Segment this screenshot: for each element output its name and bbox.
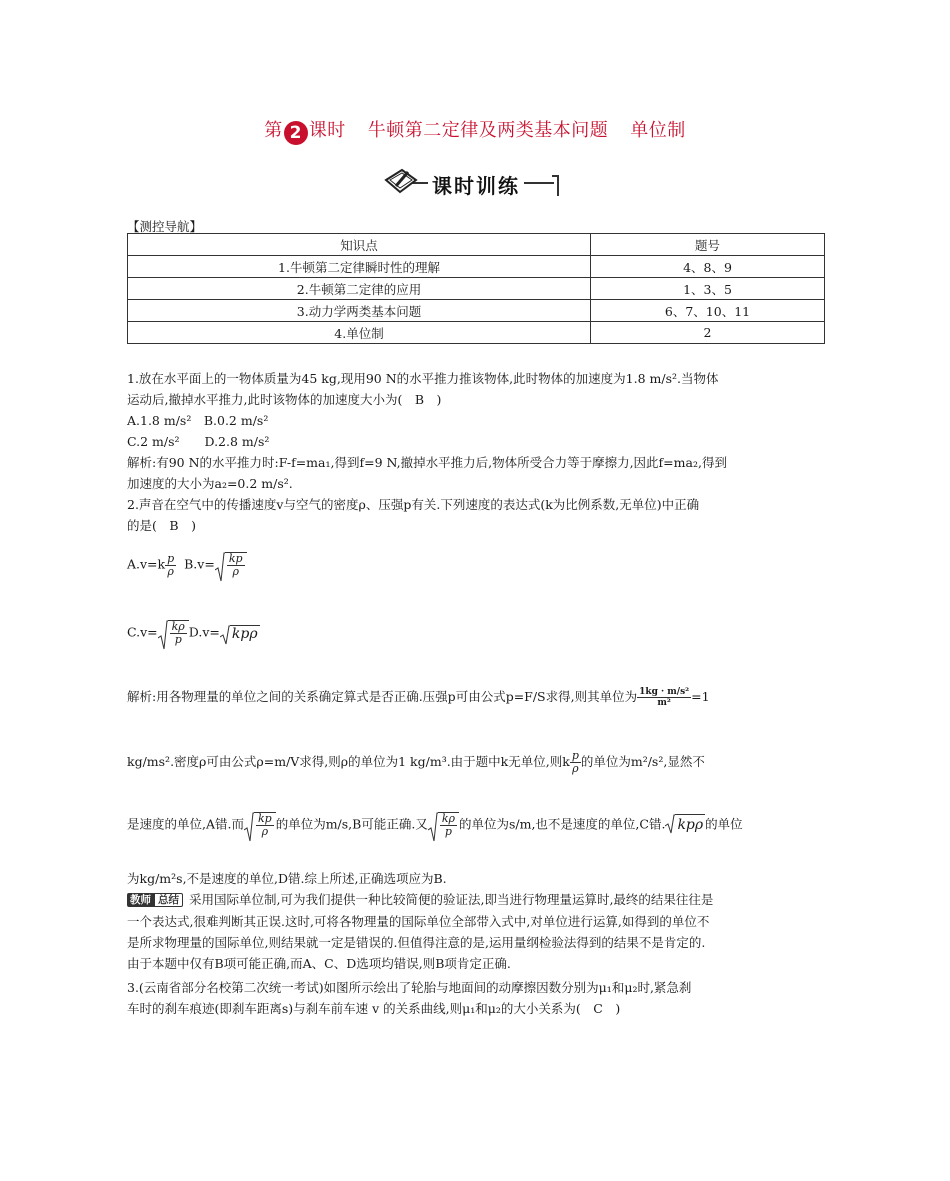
q2-solution-line-4: 为kg/m²s,不是速度的单位,D错.综上所述,正确选项应为B.: [127, 871, 447, 886]
q2-option-b-label: B.v=: [184, 556, 215, 572]
teacher-summary-badge: 教师 总结: [127, 890, 183, 911]
nav-header-topic: 知识点: [128, 234, 591, 256]
nav-header-items: 题号: [591, 234, 825, 256]
lesson-title: [0, 116, 950, 145]
q1-options-ab: A.1.8 m/s² B.0.2 m/s²: [127, 413, 269, 428]
q2-stem: [127, 494, 827, 536]
summary-line-4: 由于本题中仅有B项可能正确,而A、C、D选项均错误,则B项肯定正确.: [127, 956, 511, 971]
q2-option-a-label: A.v=k: [127, 556, 166, 572]
nav-label: 【测控导航】: [127, 219, 203, 234]
section-banner: [382, 166, 562, 202]
q2-solution-line-1: 解析:用各物理量的单位之间的关系确定算式是否正确.压强p可由公式p=F/S求得,则其单位为 $\frac{\text{1kg · m/s²}}{\text{m²}}$ =1: [127, 687, 710, 708]
nav-header-row: [128, 234, 825, 256]
title-prefix: 第: [264, 120, 283, 141]
title-sub: 单位制: [630, 120, 686, 141]
summary-line-3: 是所求物理量的国际单位,则结果就一定是错误的.但值得注意的是,运用量纲检验法得到的结果不是肯定的.: [127, 935, 706, 950]
sqrt-kp-rho: $\frac{kp}{\rho}$: [244, 812, 276, 838]
lesson-number-badge: 2: [284, 121, 308, 145]
q2-solution-line-2: kg/ms².密度ρ可由公式ρ=m/V求得,则ρ的单位为1 kg/m³.由于题中k无单位,则k $\frac{p}{\rho}$ 的单位为m²/s²,显然不: [127, 749, 705, 775]
q1-solution-line-1: 解析:有90 N的水平推力时:F-f=ma₁,得到f=9 N,撤掉水平推力后,物体所受合力等于摩擦力,因此f=ma₂,得到: [127, 455, 727, 470]
summary-line-1: 采用国际单位制,可为我们提供一种比较简便的验证法,即当进行物理量运算时,最终的结果往往是: [189, 892, 714, 907]
q1-solution-line-2: 加速度的大小为a₂=0.2 m/s².: [127, 476, 293, 491]
q2-option-d-root: kpρ: [220, 625, 260, 642]
k-p-over-rho-fraction: $\frac{p}{\rho}$: [571, 749, 579, 775]
pencil-book-icon: [382, 166, 422, 200]
q2-stem-line-1: 2.声音在空气中的传播速度v与空气的密度ρ、压强p有关.下列速度的表达式(k为比例系数,无单位)中正确: [127, 497, 700, 512]
q1-options-cd: C.2 m/s² D.2.8 m/s²: [127, 434, 270, 449]
q2-option-a-fraction: $\frac{p}{\rho}$: [167, 551, 175, 578]
nav-topic-cell: 3.动力学两类基本问题: [128, 300, 591, 322]
nav-table: [127, 233, 825, 344]
q2-option-d-label: D.v=: [188, 624, 220, 640]
q2-solution-line-3: 是速度的单位,A错.而 $\frac{kp}{\rho}$ 的单位为m/s,B可能正确.又 $\frac{k\rho}{p}$ 的单位为s/m,也不是速度的单位,C错. kpρ 的单位: [127, 812, 827, 838]
nav-items-cell: 2: [591, 322, 825, 344]
q3-stem-line-2: 车时的刹车痕迹(即刹车距离s)与刹车前车速 v 的关系曲线,则μ₁和μ₂的大小关系为( C ): [127, 1001, 621, 1016]
q2-option-b-root: $\frac{kp}{\rho}$: [215, 552, 247, 578]
table-row: [128, 300, 825, 322]
q1-stem-line-1: 1.放在水平面上的一物体质量为45 kg,现用90 N的水平推力推该物体,此时物体的加速度为1.8 m/s².当物体: [127, 371, 719, 386]
q3-stem: [127, 977, 827, 1019]
q2-option-c-root: $\frac{k\rho}{p}$: [158, 620, 189, 646]
q1-stem-line-2: 运动后,撤掉水平推力,此时该物体的加速度大小为( B ): [127, 392, 442, 407]
sqrt-kprho: kpρ: [665, 814, 705, 836]
q2-option-c-label: C.v=: [127, 624, 158, 640]
sqrt-krho-p: $\frac{k\rho}{p}$: [428, 812, 459, 838]
table-row: [128, 322, 825, 344]
q2-options-ab: [127, 552, 247, 578]
table-row: [128, 278, 825, 300]
title-suffix: 课时: [308, 120, 346, 141]
nav-items-cell: 1、3、5: [591, 278, 825, 300]
table-row: [128, 256, 825, 278]
q2-options-cd: [127, 620, 260, 646]
q1-block: [127, 368, 827, 494]
banner-label: 课时训练: [428, 170, 524, 199]
nav-topic-cell: 2.牛顿第二定律的应用: [128, 278, 591, 300]
pressure-unit-fraction: $\frac{\text{1kg · m/s²}}{\text{m²}}$: [639, 687, 690, 708]
q2-stem-line-2: 的是( B ): [127, 518, 196, 533]
title-topic: 牛顿第二定律及两类基本问题: [367, 120, 609, 141]
teacher-summary: [127, 889, 827, 974]
nav-topic-cell: 4.单位制: [128, 322, 591, 344]
nav-items-cell: 6、7、10、11: [591, 300, 825, 322]
summary-line-2: 一个表达式,很难判断其正误.这时,可将各物理量的国际单位全部带入式中,对单位进行运算,如得到的单位不: [127, 914, 710, 929]
q3-stem-line-1: 3.(云南省部分名校第二次统一考试)如图所示绘出了轮胎与地面间的动摩擦因数分别为μ₁和μ₂时,紧急刹: [127, 980, 692, 995]
nav-topic-cell: 1.牛顿第二定律瞬时性的理解: [128, 256, 591, 278]
banner-end-mark: [550, 174, 562, 200]
nav-items-cell: 4、8、9: [591, 256, 825, 278]
